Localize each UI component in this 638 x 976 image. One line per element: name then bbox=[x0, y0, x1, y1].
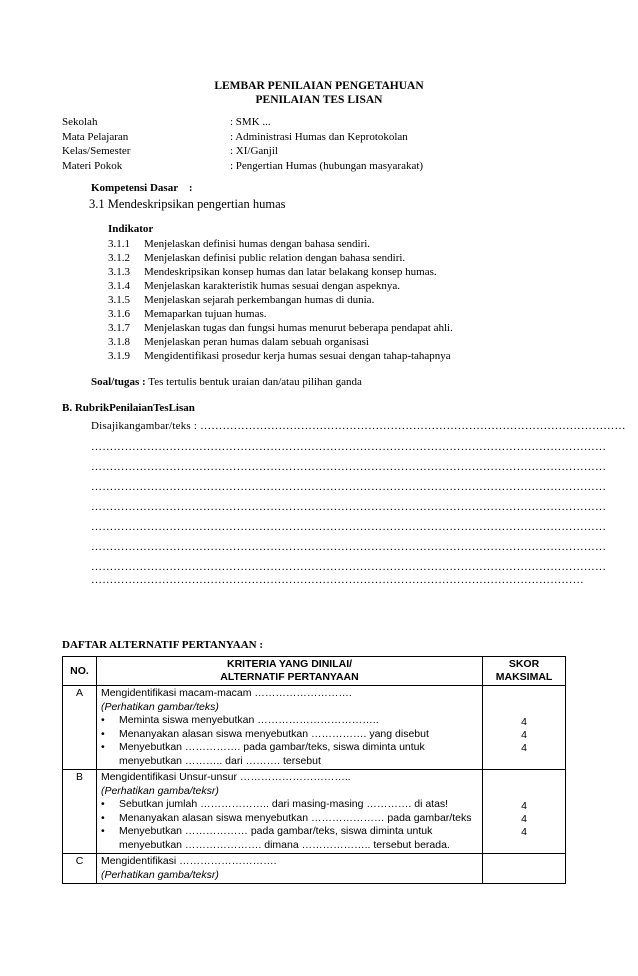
rubrik-dots-line: ………………………………………………………………………………………………………………………… bbox=[91, 481, 607, 493]
col-no-header: NO. bbox=[63, 657, 97, 686]
soal-text: Tes tertulis bentuk uraian dan/atau pilihan ganda bbox=[145, 376, 362, 388]
identity-value-subject: : Administrasi Humas dan Keprotokolan bbox=[230, 131, 408, 143]
row-criteria bbox=[96, 854, 482, 884]
indikator-text: Menjelaskan peran humas dalam sebuah organisasi bbox=[144, 336, 369, 348]
row-criteria bbox=[96, 770, 482, 854]
bullet-item bbox=[101, 728, 478, 742]
indikator-item bbox=[108, 252, 405, 264]
indikator-text: Menjelaskan sejarah perkembangan humas di dunia. bbox=[144, 294, 375, 306]
identity-label-topic: Materi Pokok bbox=[62, 160, 123, 172]
indikator-label: Indikator bbox=[108, 223, 154, 235]
row-no: C bbox=[63, 854, 97, 884]
row-sub: (Perhatikan gamba/teksr) bbox=[100, 784, 219, 797]
bullet-item bbox=[101, 812, 478, 826]
col-skor-line1: SKOR bbox=[508, 658, 540, 670]
indikator-item bbox=[108, 266, 437, 278]
col-skor-line2: MAKSIMAL bbox=[495, 671, 553, 683]
row-head: Mengidentifikasi ………………………. bbox=[100, 855, 277, 867]
row-scores bbox=[483, 686, 566, 770]
row-no: B bbox=[63, 770, 97, 854]
score-value: 4 bbox=[521, 716, 527, 728]
rubrik-last-line: …………………………………………………………………………………………………………………… bbox=[91, 574, 584, 586]
score-value: 4 bbox=[521, 729, 527, 741]
rubrik-dots-line: ………………………………………………………………………………………………………………………… bbox=[91, 441, 607, 453]
col-kriteria-line1: KRITERIA YANG DINILAI/ bbox=[226, 658, 353, 670]
indikator-item bbox=[108, 238, 370, 250]
identity-label-class: Kelas/Semester bbox=[62, 145, 131, 157]
row-head: Mengidentifikasi macam-macam ………………………. bbox=[100, 687, 352, 699]
indikator-text: Memaparkan tujuan humas. bbox=[144, 308, 267, 320]
score-value: 4 bbox=[521, 813, 527, 825]
row-scores bbox=[483, 770, 566, 854]
bullet-text: Menanyakan alasan siswa menyebutkan ……………. yang disebut bbox=[118, 727, 429, 740]
score-value: 4 bbox=[521, 800, 527, 812]
indikator-no: 3.1.3 bbox=[108, 266, 130, 278]
indikator-item bbox=[108, 294, 374, 306]
rubrik-dots-line: ………………………………………………………………………………………………………………………… bbox=[91, 521, 607, 533]
row-sub: (Perhatikan gamba/teksr) bbox=[100, 868, 219, 881]
indikator-text: Mengidentifikasi prosedur kerja humas sesuai dengan tahap-tahapnya bbox=[144, 350, 451, 362]
question-table bbox=[62, 656, 566, 884]
indikator-no: 3.1.7 bbox=[108, 322, 130, 334]
indikator-no: 3.1.2 bbox=[108, 252, 130, 264]
bullet-icon: • bbox=[100, 798, 105, 810]
rubrik-title: B. RubrikPenilaianTesLisan bbox=[62, 402, 195, 414]
row-criteria bbox=[96, 686, 482, 770]
table-row bbox=[63, 854, 566, 884]
identity-label-school: Sekolah bbox=[62, 116, 98, 128]
bullet-item bbox=[101, 714, 478, 728]
bullet-icon: • bbox=[100, 825, 105, 837]
bullet-item bbox=[101, 741, 478, 768]
table-row bbox=[63, 770, 566, 854]
table-header-row bbox=[63, 657, 566, 686]
row-sub: (Perhatikan gambar/teks) bbox=[100, 700, 219, 713]
indikator-no: 3.1.5 bbox=[108, 294, 130, 306]
bullet-text: Menyebutkan ……………. pada gambar/teks, siswa diminta untuk menyebutkan ……….. dari ………. tersebut bbox=[118, 741, 425, 767]
indikator-no: 3.1.8 bbox=[108, 336, 130, 348]
score-value: 4 bbox=[521, 742, 527, 754]
bullet-text: Sebutkan jumlah ……………….. dari masing-masing …………. di atas! bbox=[118, 798, 449, 810]
indikator-no: 3.1.9 bbox=[108, 350, 130, 362]
bullet-item bbox=[101, 825, 478, 852]
bullet-icon: • bbox=[100, 811, 105, 824]
page-title: LEMBAR PENILAIAN PENGETAHUAN bbox=[214, 80, 424, 92]
bullet-text: Meminta siswa menyebutkan …………………………….. bbox=[118, 714, 379, 726]
indikator-no: 3.1.6 bbox=[108, 308, 130, 320]
col-kriteria-header bbox=[96, 657, 482, 686]
bullet-text: Menanyakan alasan siswa menyebutkan ………………… pada gambar/teks bbox=[118, 811, 472, 824]
rubrik-dots-line: ………………………………………………………………………………………………………………………… bbox=[91, 561, 607, 573]
indikator-text: Menjelaskan definisi public relation dengan bahasa sendiri. bbox=[144, 252, 406, 264]
kd-text: 3.1 Mendeskripsikan pengertian humas bbox=[89, 197, 286, 211]
indikator-item bbox=[108, 308, 267, 320]
rubrik-dots-line: ………………………………………………………………………………………………………………………… bbox=[91, 461, 607, 473]
row-scores bbox=[483, 854, 566, 884]
kd-label: Kompetensi Dasar : bbox=[91, 182, 193, 194]
soal-line bbox=[91, 376, 362, 388]
indikator-text: Menjelaskan karakteristik humas sesuai dengan aspeknya. bbox=[144, 280, 400, 292]
bullet-icon: • bbox=[100, 741, 105, 753]
indikator-item bbox=[108, 350, 451, 362]
indikator-no: 3.1.1 bbox=[108, 238, 130, 250]
soal-label: Soal/tugas : bbox=[91, 376, 146, 388]
indikator-no: 3.1.4 bbox=[108, 280, 130, 292]
row-head: Mengidentifikasi Unsur-unsur ………………………….. bbox=[100, 771, 351, 783]
bullet-icon: • bbox=[100, 727, 105, 740]
row-no: A bbox=[63, 686, 97, 770]
bullet-icon: • bbox=[100, 714, 105, 726]
page-subtitle: PENILAIAN TES LISAN bbox=[255, 94, 383, 106]
col-kriteria-line2: ALTERNATIF PERTANYAAN bbox=[220, 671, 359, 683]
col-skor-header bbox=[483, 657, 566, 686]
rubrik-first-line: Disajikangambar/teks : …………………………………………………………………………………………………… bbox=[91, 420, 626, 432]
indikator-item bbox=[108, 322, 453, 334]
score-value: 4 bbox=[521, 826, 527, 838]
indikator-text: Menjelaskan tugas dan fungsi humas menurut beberapa pendapat ahli. bbox=[144, 322, 453, 334]
identity-value-topic: : Pengertian Humas (hubungan masyarakat) bbox=[230, 160, 424, 172]
identity-label-subject: Mata Pelajaran bbox=[62, 131, 129, 143]
indikator-item bbox=[108, 336, 369, 348]
bullet-item bbox=[101, 798, 478, 812]
indikator-text: Mendeskripsikan konsep humas dan latar belakang konsep humas. bbox=[144, 266, 437, 278]
bullet-text: Menyebutkan ……………… pada gambar/teks, siswa diminta untuk menyebutkan …………………. dimana ……………….. tersebut berada. bbox=[118, 825, 450, 851]
table-row bbox=[63, 686, 566, 770]
rubrik-dots-line: ………………………………………………………………………………………………………………………… bbox=[91, 541, 607, 553]
rubrik-dots-line: ………………………………………………………………………………………………………………………… bbox=[91, 501, 607, 513]
identity-value-class: : XI/Ganjil bbox=[230, 145, 278, 157]
daftar-title: DAFTAR ALTERNATIF PERTANYAAN : bbox=[62, 639, 263, 651]
indikator-text: Menjelaskan definisi humas dengan bahasa sendiri. bbox=[144, 238, 371, 250]
indikator-item bbox=[108, 280, 400, 292]
identity-value-school: : SMK ... bbox=[230, 116, 271, 128]
